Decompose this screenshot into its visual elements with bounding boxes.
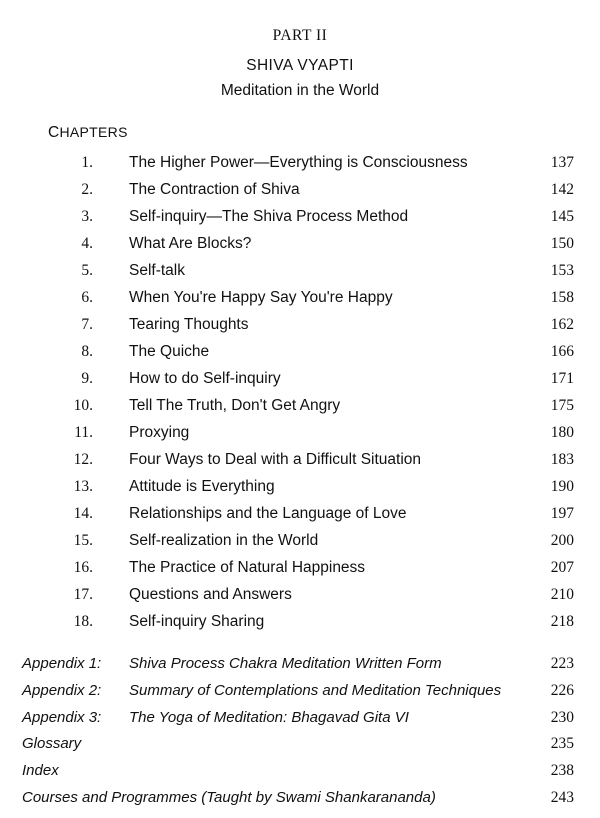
chapter-title: The Contraction of Shiva xyxy=(129,181,300,198)
chapter-entry[interactable] xyxy=(0,370,600,397)
back-matter-page-number: 230 xyxy=(550,708,574,726)
chapter-number: 18. xyxy=(73,613,93,630)
back-matter-title: Shiva Process Chakra Meditation Written Form xyxy=(129,655,442,672)
chapter-page-number: 207 xyxy=(550,559,574,576)
chapter-number: 14. xyxy=(73,505,93,522)
chapter-number: 8. xyxy=(81,343,93,360)
chapter-number: 9. xyxy=(81,370,93,387)
chapter-entry[interactable] xyxy=(0,316,600,343)
chapter-title: How to do Self-inquiry xyxy=(129,370,281,387)
chapter-page-number: 158 xyxy=(550,289,574,306)
chapter-entry[interactable] xyxy=(0,424,600,451)
chapter-page-number: 190 xyxy=(550,478,574,495)
chapter-entry[interactable] xyxy=(0,505,600,532)
chapter-number: 10. xyxy=(73,397,93,414)
chapter-page-number: 183 xyxy=(550,451,574,468)
chapter-entry[interactable] xyxy=(0,397,600,424)
chapter-page-number: 162 xyxy=(550,316,574,333)
chapter-page-number: 175 xyxy=(550,397,574,414)
chapter-title: The Quiche xyxy=(129,343,210,360)
chapter-page-number: 171 xyxy=(550,370,574,387)
part-subtitle: Meditation in the World xyxy=(220,82,380,99)
chapter-page-number: 142 xyxy=(550,181,574,198)
back-matter-entry[interactable] xyxy=(0,682,600,709)
chapter-number: 17. xyxy=(73,586,93,603)
back-matter-page-number: 238 xyxy=(550,762,574,780)
back-matter-entry[interactable] xyxy=(0,735,600,762)
chapter-entry[interactable] xyxy=(0,586,600,613)
back-matter-label: Glossary xyxy=(22,735,82,753)
chapter-number: 15. xyxy=(73,532,93,549)
chapter-entry[interactable] xyxy=(0,181,600,208)
chapter-title: What Are Blocks? xyxy=(129,235,252,252)
back-matter-title: The Yoga of Meditation: Bhagavad Gita VI xyxy=(129,708,409,726)
chapter-page-number: 180 xyxy=(550,424,574,441)
back-matter-label: Courses and Programmes (Taught by Swami Shankarananda) xyxy=(22,788,436,806)
back-matter-page-number: 223 xyxy=(550,655,574,672)
chapter-entry[interactable] xyxy=(0,343,600,370)
back-matter-page-number: 235 xyxy=(550,735,574,753)
chapters-label xyxy=(48,124,128,142)
chapter-entry[interactable] xyxy=(0,559,600,586)
chapter-title: Self-realization in the World xyxy=(129,532,319,549)
chapter-page-number: 153 xyxy=(550,262,574,279)
chapter-title: Tell The Truth, Don't Get Angry xyxy=(129,397,341,414)
chapter-title: Self-talk xyxy=(129,262,185,279)
chapter-page-number: 218 xyxy=(550,613,574,630)
chapter-entry[interactable] xyxy=(0,262,600,289)
chapter-page-number: 145 xyxy=(550,208,574,225)
back-matter-label: Appendix 2: xyxy=(22,681,102,699)
chapter-entry[interactable] xyxy=(0,208,600,235)
chapter-page-number: 200 xyxy=(550,532,574,549)
back-matter-list xyxy=(0,655,600,816)
chapter-page-number: 197 xyxy=(550,505,574,522)
chapter-number: 13. xyxy=(73,478,93,495)
back-matter-page-number: 226 xyxy=(550,681,574,699)
chapter-number: 4. xyxy=(81,235,93,252)
chapter-title: The Practice of Natural Happiness xyxy=(129,559,366,576)
back-matter-title: Summary of Contemplations and Meditation Techniques xyxy=(129,681,502,699)
back-matter-label: Appendix 1: xyxy=(22,655,102,672)
chapter-title: Self-inquiry Sharing xyxy=(129,613,265,630)
chapter-number: 6. xyxy=(81,289,93,306)
back-matter-page-number: 243 xyxy=(550,788,574,806)
chapter-entry[interactable] xyxy=(0,289,600,316)
chapter-number: 1. xyxy=(81,154,93,171)
part-label: PART II xyxy=(272,27,328,44)
chapters-label-lead: C xyxy=(48,124,60,141)
chapter-number: 5. xyxy=(81,262,93,279)
back-matter-entry[interactable] xyxy=(0,709,600,736)
chapter-title: Attitude is Everything xyxy=(129,478,275,495)
back-matter-entry[interactable] xyxy=(0,762,600,789)
chapter-entry[interactable] xyxy=(0,532,600,559)
chapter-title: Questions and Answers xyxy=(129,586,292,603)
chapter-list xyxy=(0,154,600,640)
chapter-title: Proxying xyxy=(129,424,190,441)
chapter-title: When You're Happy Say You're Happy xyxy=(129,289,393,306)
chapter-number: 7. xyxy=(81,316,93,333)
chapter-title: The Higher Power—Everything is Consciousness xyxy=(129,154,468,171)
chapter-entry[interactable] xyxy=(0,451,600,478)
chapters-label-rest: HAPTERS xyxy=(59,124,128,140)
chapter-title: Four Ways to Deal with a Difficult Situation xyxy=(129,451,422,468)
chapter-page-number: 166 xyxy=(550,343,574,360)
chapter-number: 2. xyxy=(81,181,93,198)
chapter-entry[interactable] xyxy=(0,613,600,640)
chapter-entry[interactable] xyxy=(0,154,600,181)
chapter-title: Tearing Thoughts xyxy=(129,316,249,333)
chapter-page-number: 137 xyxy=(550,154,574,171)
chapter-number: 12. xyxy=(73,451,93,468)
chapter-page-number: 150 xyxy=(550,235,574,252)
chapter-title: Self-inquiry—The Shiva Process Method xyxy=(129,208,409,225)
chapter-number: 11. xyxy=(74,424,93,441)
back-matter-label: Appendix 3: xyxy=(22,708,102,726)
chapter-title: Relationships and the Language of Love xyxy=(129,505,407,522)
chapter-entry[interactable] xyxy=(0,235,600,262)
back-matter-entry[interactable] xyxy=(0,655,600,682)
part-title: SHIVA VYAPTI xyxy=(246,57,354,74)
back-matter-entry[interactable] xyxy=(0,789,600,816)
chapter-number: 3. xyxy=(81,208,93,225)
chapter-page-number: 210 xyxy=(550,586,574,603)
chapter-number: 16. xyxy=(73,559,93,576)
back-matter-label: Index xyxy=(22,762,59,780)
chapter-entry[interactable] xyxy=(0,478,600,505)
